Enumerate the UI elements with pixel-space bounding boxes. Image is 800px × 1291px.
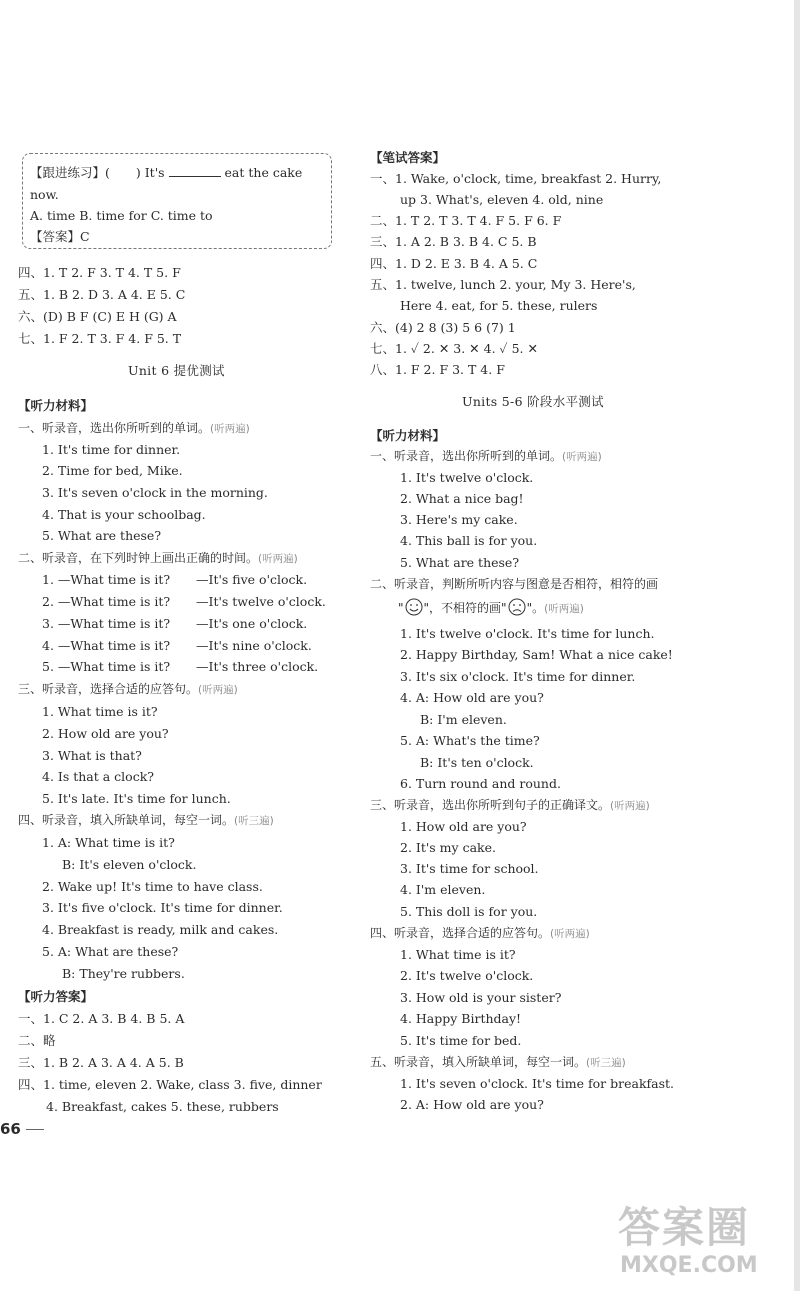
section-heading: 三、听录音，选出你所听到句子的正确译文。(听两遍) (370, 798, 650, 812)
list-item: B: I'm eleven. (420, 712, 507, 727)
dialogue-q: 5. —What time is it? (42, 659, 171, 674)
section-heading: 一、听录音，选出你所听到的单词。(听两遍) (18, 421, 250, 435)
list-item: 4. That is your schoolbag. (42, 507, 206, 522)
list-item: 4. A: How old are you? (400, 690, 544, 705)
answer-line: 四、1. time, eleven 2. Wake, class 3. five, dinner (18, 1077, 322, 1092)
list-item: B: It's eleven o'clock. (62, 857, 197, 872)
dialogue-a: —It's five o'clock. (196, 572, 308, 587)
answer-line: 四、1. D 2. E 3. B 4. A 5. C (370, 256, 538, 271)
answer-line: 一、1. Wake, o'clock, time, breakfast 2. Hurry, (370, 171, 662, 186)
practice-answer: 【答案】C (30, 229, 90, 244)
list-item: 1. A: What time is it? (42, 835, 175, 850)
practice-options: A. time B. time for C. time to (30, 208, 213, 223)
answer-line: up 3. What's, eleven 4. old, nine (400, 192, 604, 207)
section-heading: 二、听录音，判断所听内容与图意是否相符，相符的画 (370, 577, 659, 591)
list-item: 4. Breakfast is ready, milk and cakes. (42, 922, 279, 937)
watermark-logo-text: 答案圈 (618, 1203, 751, 1252)
dialogue-a: —It's nine o'clock. (196, 638, 312, 653)
list-item: 1. How old are you? (400, 819, 527, 834)
page-number-dash (26, 1129, 44, 1130)
answer-line: 三、1. B 2. A 3. A 4. A 5. B (18, 1055, 184, 1070)
dialogue-q: 1. —What time is it? (42, 572, 171, 587)
list-item: 3. It's five o'clock. It's time for dinner. (42, 900, 283, 915)
list-item: 1. What time is it? (42, 704, 158, 719)
list-item: 3. How old is your sister? (400, 990, 562, 1005)
dialogue-a: —It's one o'clock. (196, 616, 308, 631)
listening-heading: 【听力材料】 (370, 428, 446, 443)
list-item: 1. It's twelve o'clock. (400, 470, 534, 485)
list-item: 5. This doll is for you. (400, 904, 538, 919)
list-item: 3. It's seven o'clock in the morning. (42, 485, 268, 500)
list-item: 1. It's seven o'clock. It's time for breakfast. (400, 1076, 675, 1091)
list-item: 4. I'm eleven. (400, 882, 486, 897)
list-item: 5. It's time for bed. (400, 1033, 522, 1048)
smile-face-icon (404, 598, 424, 616)
list-item: 5. A: What are these? (42, 944, 179, 959)
list-item: 6. Turn round and round. (400, 776, 561, 791)
answer-line: 4. Breakfast, cakes 5. these, rubbers (46, 1099, 279, 1114)
list-item: B: It's ten o'clock. (420, 755, 534, 770)
answer-section-4: 四、1. T 2. F 3. T 4. T 5. F (18, 265, 181, 280)
list-item: 2. Wake up! It's time to have class. (42, 879, 263, 894)
list-item: 3. It's six o'clock. It's time for dinner. (400, 669, 636, 684)
answer-line: 二、1. T 2. T 3. T 4. F 5. F 6. F (370, 213, 562, 228)
answer-line: 七、1. ✓ 2. ✕ 3. ✕ 4. ✓ 5. ✕ (370, 341, 538, 356)
list-item: 2. It's my cake. (400, 840, 496, 855)
fill-blank (169, 164, 221, 177)
list-item: 2. A: How old are you? (400, 1097, 544, 1112)
list-item: 5. It's late. It's time for lunch. (42, 791, 231, 806)
list-item: 2. It's twelve o'clock. (400, 968, 534, 983)
answer-line: 二、略 (18, 1033, 56, 1048)
dialogue-a: —It's three o'clock. (196, 659, 319, 674)
unit-title: Unit 6 提优测试 (128, 363, 225, 378)
list-item: 1. What time is it? (400, 947, 516, 962)
list-item: 1. It's twelve o'clock. It's time for lunch. (400, 626, 655, 641)
answer-line: 三、1. A 2. B 3. B 4. C 5. B (370, 234, 537, 249)
list-item: 5. What are these? (400, 555, 520, 570)
list-item: 3. What is that? (42, 748, 142, 763)
dialogue-q: 3. —What time is it? (42, 616, 171, 631)
answer-line: 八、1. F 2. F 3. T 4. F (370, 362, 505, 377)
answer-line: 五、1. twelve, lunch 2. your, My 3. Here's, (370, 277, 636, 292)
list-item: 2. What a nice bag! (400, 491, 524, 506)
section-heading: 三、听录音，选择合适的应答句。(听两遍) (18, 682, 238, 696)
answer-line: Here 4. eat, for 5. these, rulers (400, 298, 598, 313)
list-item: 1. It's time for dinner. (42, 442, 181, 457)
stage-title: Units 5-6 阶段水平测试 (462, 394, 604, 409)
practice-line-2: now. (30, 187, 59, 202)
sad-face-icon (507, 598, 527, 616)
list-item: 2. Time for bed, Mike. (42, 463, 183, 478)
dialogue-q: 4. —What time is it? (42, 638, 171, 653)
list-item: B: They're rubbers. (62, 966, 185, 981)
list-item: 2. Happy Birthday, Sam! What a nice cake! (400, 647, 673, 662)
answer-section-7: 七、1. F 2. T 3. F 4. F 5. T (18, 331, 182, 346)
answer-section-6: 六、(D) B F (C) E H (G) A (18, 309, 177, 324)
section-heading-cont: " "，不相符的画" "。(听两遍) (398, 598, 584, 617)
section-heading: 二、听录音，在下列时钟上画出正确的时间。(听两遍) (18, 551, 298, 565)
written-answers-heading: 【笔试答案】 (370, 150, 446, 165)
list-item: 3. Here's my cake. (400, 512, 518, 527)
section-heading: 一、听录音，选出你所听到的单词。(听两遍) (370, 449, 602, 463)
list-item: 3. It's time for school. (400, 861, 539, 876)
listening-heading: 【听力材料】 (18, 398, 94, 413)
answer-section-5: 五、1. B 2. D 3. A 4. E 5. C (18, 287, 186, 302)
section-heading: 四、听录音，填入所缺单词，每空一词。(听三遍) (18, 813, 274, 827)
practice-line-1: 【跟进练习】( ) It's eat the cake (30, 165, 303, 180)
dialogue-q: 2. —What time is it? (42, 594, 171, 609)
section-heading: 五、听录音，填入所缺单词，每空一词。(听三遍) (370, 1055, 626, 1069)
answer-line: 一、1. C 2. A 3. B 4. B 5. A (18, 1011, 185, 1026)
list-item: 2. How old are you? (42, 726, 169, 741)
answers-heading: 【听力答案】 (18, 989, 94, 1004)
page-edge (794, 0, 800, 1291)
watermark (610, 1195, 790, 1285)
list-item: 5. A: What's the time? (400, 733, 540, 748)
page-number: 66 (0, 1120, 21, 1138)
list-item: 4. Happy Birthday! (400, 1011, 522, 1026)
section-heading: 四、听录音，选择合适的应答句。(听两遍) (370, 926, 590, 940)
dialogue-a: —It's twelve o'clock. (196, 594, 326, 609)
list-item: 4. Is that a clock? (42, 769, 154, 784)
answer-line: 六、(4) 2 8 (3) 5 6 (7) 1 (370, 320, 516, 335)
list-item: 5. What are these? (42, 528, 162, 543)
list-item: 4. This ball is for you. (400, 533, 538, 548)
watermark-url: MXQE.COM (620, 1253, 758, 1278)
